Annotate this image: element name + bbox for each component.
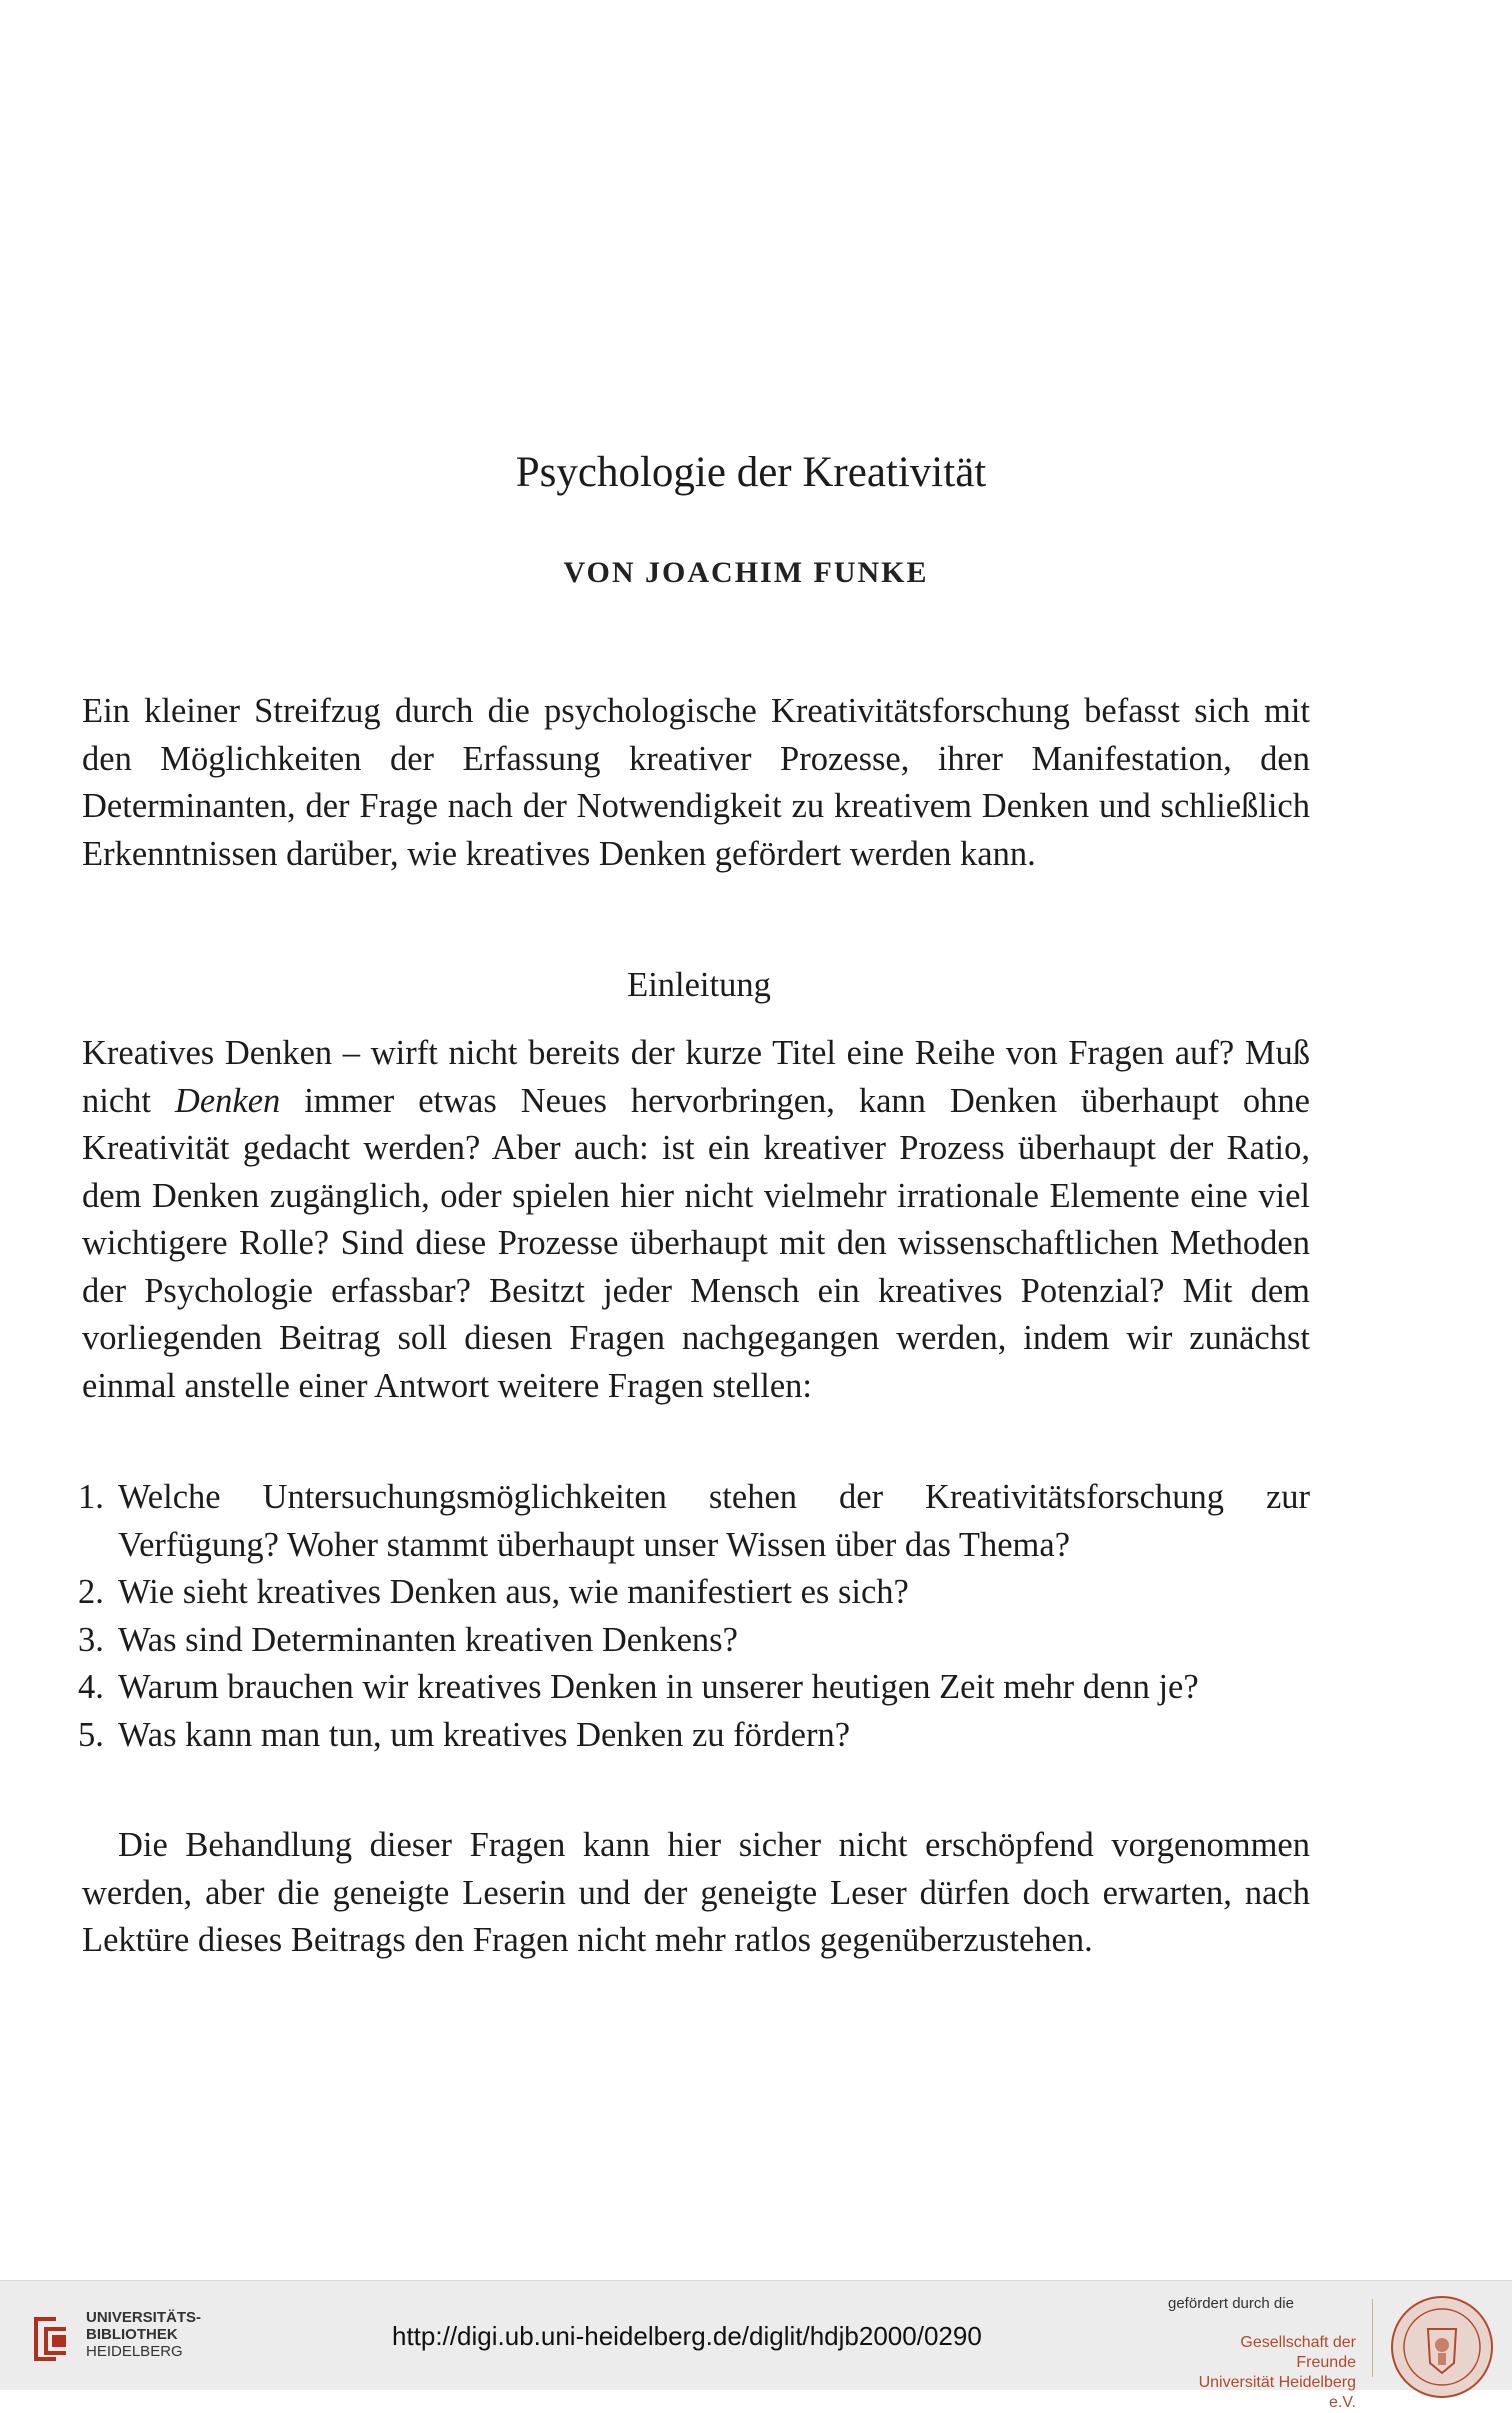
list-item-number: 2. [78, 1573, 104, 1611]
section-heading: Einleitung [627, 966, 771, 1004]
footer-divider [1372, 2299, 1373, 2377]
intro-paragraph [82, 1030, 1310, 1410]
sponsor-name-line1: Gesellschaft der Freunde [1240, 2334, 1356, 2371]
intro-italic-term: Denken [174, 1081, 281, 1120]
list-item [78, 1569, 1310, 1617]
library-name-line1: UNIVERSITÄTS- [86, 2309, 202, 2326]
article-author: VON JOACHIM FUNKE [563, 556, 929, 589]
permalink-url[interactable]: http://digi.ub.uni-heidelberg.de/diglit/hdjb2000/0290 [392, 2321, 982, 2351]
list-item [78, 1617, 1310, 1665]
question-list [78, 1474, 1310, 1759]
intro-text-part2: immer etwas Neues hervorbringen, kann Denken überhaupt ohne Kreativität gedacht werden? Aber auch: ist ein kreativer Prozess überhaupt der Ratio, dem Denken zugänglich, oder spielen hier nicht vielmehr irrationale Elemente eine viel wichtigere Rolle? Sind diese Prozesse überhaupt mit den wissenschaftlichen Methoden der Psychologie erfassbar? Besitzt jeder Mensch ein kreatives Potenzial? Mit dem vorliegenden Beitrag soll diesen Fragen nachgegangen werden, indem wir zunächst einmal anstelle einer Antwort weitere Fragen stellen: [82, 1081, 1310, 1405]
article-title: Psychologie der Kreativität [515, 449, 987, 496]
list-item [78, 1474, 1310, 1569]
library-name-line3: HEIDELBERG [86, 2343, 183, 2360]
list-item [78, 1712, 1310, 1760]
sponsor-label: gefördert durch die [1168, 2295, 1294, 2312]
ub-heidelberg-logo-icon [26, 2311, 74, 2367]
list-item-text: Warum brauchen wir kreatives Denken in unserer heutigen Zeit mehr denn je? [118, 1668, 1199, 1706]
list-item-number: 3. [78, 1620, 104, 1659]
intro-text-part1: Kreatives Denken – wirft nicht bereits der kurze Titel eine Reihe von Fragen auf? Muß nicht [82, 1034, 1310, 1120]
list-item-text: Wie sieht kreatives Denken aus, wie manifestiert es sich? [118, 1573, 909, 1611]
list-item [78, 1664, 1310, 1712]
list-item-number: 5. [78, 1715, 104, 1754]
list-item-number: 4. [78, 1668, 104, 1706]
library-name [86, 2309, 201, 2360]
abstract-paragraph: Ein kleiner Streifzug durch die psychologische Kreativitätsforschung befasst sich mit den Möglichkeiten der Erfassung kreativer Prozesse, ihrer Manifestation, den Determinanten, der Frage nach der Notwendigkeit zu kreativem Denken und schließlich Erkenntnissen darüber, wie kreatives Denken gefördert werden kann. [82, 692, 1310, 873]
list-item-text: Was kann man tun, um kreatives Denken zu fördern? [118, 1715, 851, 1754]
university-seal-icon [1388, 2293, 1496, 2401]
closing-paragraph: Die Behandlung dieser Fragen kann hier sicher nicht erschöpfend vorgenommen werden, aber die geneigte Leserin und der geneigte Leser dürfen doch erwarten, nach Lektüre dieses Beitrags den Fragen nicht mehr ratlos gegenüberzustehen. [82, 1826, 1310, 1959]
list-item-text: Was sind Determinanten kreativen Denkens? [118, 1620, 738, 1659]
sponsor-name-line2: Universität Heidelberg e.V. [1198, 2374, 1356, 2411]
footer-bar [0, 2280, 1512, 2411]
sponsor-name [1180, 2333, 1356, 2413]
list-item-number: 1. [78, 1478, 104, 1516]
library-name-line2: BIBLIOTHEK [86, 2326, 178, 2343]
list-item-text: Welche Untersuchungsmöglichkeiten stehen der Kreativitätsforschung zur Verfügung? Woher stammt überhaupt unser Wissen über das Thema? [118, 1478, 1310, 1564]
